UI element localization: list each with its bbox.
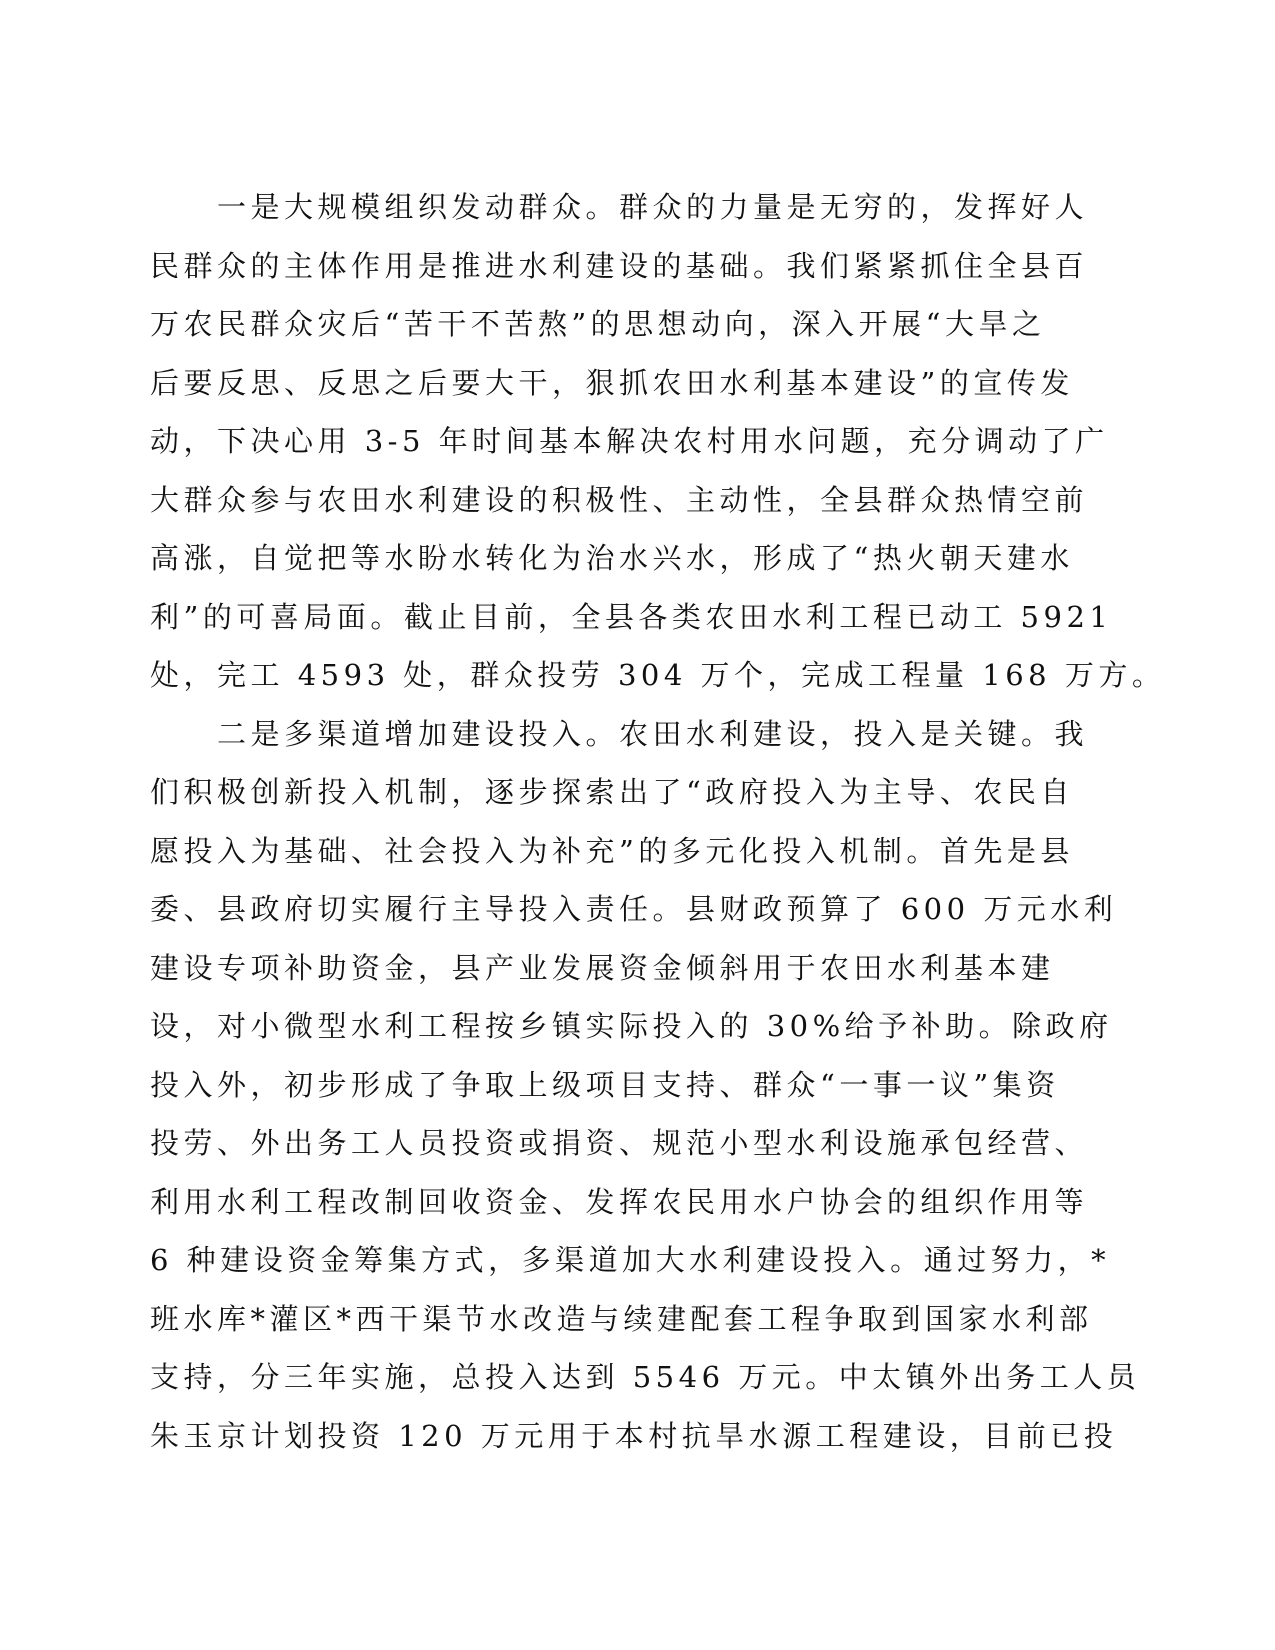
paragraph-2-line-3: 愿投入为基础、社会投入为补充”的多元化投入机制。首先是县 xyxy=(150,833,1074,868)
paragraph-1-line-7: 高涨，自觉把等水盼水转化为治水兴水，形成了“热火朝天建水 xyxy=(150,541,1074,575)
paragraph-2-line-11: 班水库*灌区*西干渠节水改造与续建配套工程争取到国家水利部 xyxy=(150,1301,1093,1336)
paragraph-2-line-2: 们积极创新投入机制，逐步探索出了“政府投入为主导、农民自 xyxy=(150,775,1074,809)
paragraph-2-line-1: 二是多渠道增加建设投入。农田水利建设，投入是关键。我 xyxy=(150,716,1089,751)
paragraph-1-line-9: 处，完工 4593 处，群众投劳 304 万个，完成工程量 168 万方。 xyxy=(150,658,1166,692)
paragraph-2-line-10: 6 种建设资金筹集方式，多渠道加大水利建设投入。通过努力，* xyxy=(150,1243,1111,1277)
paragraph-2-line-6: 设，对小微型水利工程按乡镇实际投入的 30%给予补助。除政府 xyxy=(150,1009,1113,1043)
paragraph-1-line-5: 动，下决心用 3-5 年时间基本解决农村用水问题，充分调动了广 xyxy=(150,424,1109,458)
paragraph-1-line-6: 大群众参与农田水利建设的积极性、主动性，全县群众热情空前 xyxy=(150,482,1089,517)
paragraph-2-line-4: 委、县政府切实履行主导投入责任。县财政预算了 600 万元水利 xyxy=(150,892,1118,926)
paragraph-1-line-8: 利”的可喜局面。截止目前，全县各类农田水利工程已动工 5921 xyxy=(150,599,1113,634)
paragraph-2-line-5: 建设专项补助资金，县产业发展资金倾斜用于农田水利基本建 xyxy=(150,950,1055,985)
paragraph-1-line-4: 后要反思、反思之后要大干，狠抓农田水利基本建设”的宣传发 xyxy=(150,365,1074,400)
paragraph-1-line-1: 一是大规模组织发动群众。群众的力量是无穷的，发挥好人 xyxy=(150,190,1089,224)
paragraph-1-line-3: 万农民群众灾后“苦干不苦熬”的思想动向，深入开展“大旱之 xyxy=(150,307,1046,341)
paragraph-2-line-13: 朱玉京计划投资 120 万元用于本村抗旱水源工程建设，目前已投 xyxy=(150,1418,1118,1453)
paragraph-2-line-12: 支持，分三年实施，总投入达到 5546 万元。中太镇外出务工人员 xyxy=(150,1360,1141,1394)
paragraph-1-line-2: 民群众的主体作用是推进水利建设的基础。我们紧紧抓住全县百 xyxy=(150,248,1089,283)
body-text xyxy=(150,178,1166,1465)
paragraph-2-line-9: 利用水利工程改制回收资金、发挥农民用水户协会的组织作用等 xyxy=(150,1184,1089,1219)
paragraph-2-line-8: 投劳、外出务工人员投资或捐资、规范小型水利设施承包经营、 xyxy=(150,1126,1089,1160)
paragraph-2-line-7: 投入外，初步形成了争取上级项目支持、群众“一事一议”集资 xyxy=(150,1067,1060,1102)
